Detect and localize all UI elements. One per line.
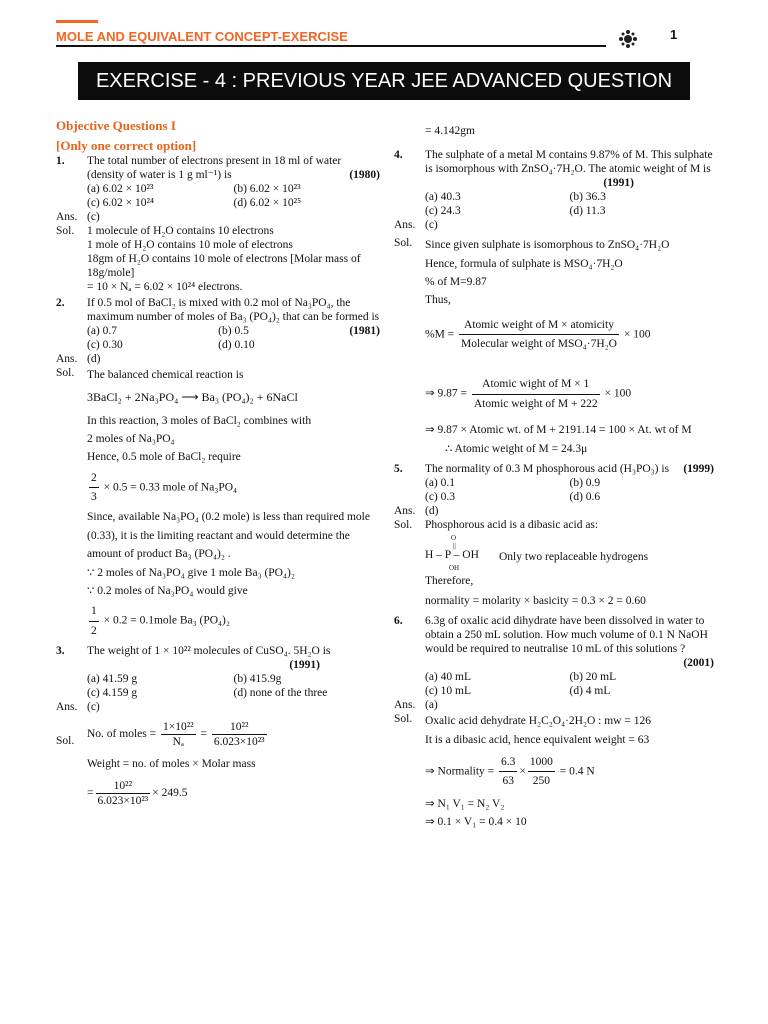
question-number: 1.: [56, 154, 65, 167]
section-subtitle: [Only one correct option]: [56, 137, 197, 153]
question-1: [56, 154, 380, 182]
answer: [56, 352, 380, 366]
question-4: [394, 148, 714, 190]
question-year: (1981): [349, 324, 380, 337]
question-number: 3.: [56, 645, 65, 658]
solution: [56, 366, 380, 640]
sol-line: Therefore,: [425, 575, 474, 588]
fraction-line: $\frac{2}{3}$ × 0.5 = 0.33 mole of Na₃PO₄: [87, 469, 380, 507]
fraction: $\frac{1}{2}$: [89, 602, 99, 640]
solution: [394, 518, 714, 532]
sol-line: ⇒ 9.87 × Atomic wt. of M + 2191.14 = 100 × At. wt of M: [425, 424, 692, 437]
question-number: 5.: [394, 463, 403, 476]
fraction: $\frac{\text{1×10²²}}{\text{Nₐ}}$: [162, 721, 194, 749]
sol-label: Sol.: [56, 224, 75, 237]
answer: [394, 218, 714, 232]
question-5: [394, 462, 714, 476]
ans-value: (c): [87, 701, 100, 714]
sol-line: ∵ 2 moles of Na₃PO₄ give 1 mole Ba₃ (PO₄)₂: [87, 566, 295, 579]
question-year: (1999): [683, 463, 714, 476]
sol-line: Oxalic acid dehydrate H₂C₂O₄·2H₂O : mw = 126: [425, 715, 651, 728]
sol-line: ∵ 0.2 moles of Na₃PO₄ would give: [87, 585, 248, 598]
normality-equation: normality = molarity × basicity = 0.3 × 2 = 0.60: [425, 595, 646, 608]
sol-label: Sol.: [394, 519, 413, 532]
question-text: 6.3g of oxalic acid dihydrate have been dissolved in water to obtain a 250 mL solution. How much volume of 0.1 N NaOH would be required to neutralise 10 mL of this solutions ?: [425, 615, 708, 656]
continued-result: = 4.142gm: [425, 125, 475, 137]
question-6: [394, 614, 714, 670]
option-a: (a) 0.1: [425, 477, 456, 490]
question-number: 2.: [56, 296, 65, 309]
option-c: (c) 6.02 × 10²⁴: [87, 196, 154, 209]
question-text: If 0.5 mol of BaCl₂ is mixed with 0.2 mol of Na₃PO₄, the maximum number of moles of Ba₃ (PO₄)₂ that can be formed is: [87, 296, 380, 323]
weight-equation: = $\frac{\text{10²²}}{\text{6.023×10²³}}$ × 249.5: [87, 780, 188, 808]
sol-line: It is a dibasic acid, hence equivalent weight = 63: [425, 733, 650, 746]
fraction: $\frac{6.3}{63}$: [499, 753, 517, 791]
options: [56, 672, 380, 700]
option-d: (d) 0.10: [218, 338, 255, 351]
answer: [394, 698, 714, 712]
fraction: $\frac{\text{10²²}}{\text{6.023×10²³}}$: [97, 780, 149, 808]
right-column: [394, 118, 714, 832]
sol-line: = 10 × Nₐ = 6.02 × 10²⁴ electrons.: [87, 280, 243, 293]
ans-label: Ans.: [56, 210, 78, 223]
ans-label: Ans.: [56, 352, 78, 365]
sol-line: Hence, 0.5 mole of BaCl₂ require: [87, 451, 241, 464]
option-b: (b) 6.02 × 10²³: [233, 182, 301, 195]
fraction: $\frac{\text{Atomic weight of M × atomicity}}{\text{Molecular weight of MSO₄·7H₂O}}$: [459, 316, 619, 354]
sol-line: 1 mole of H₂O contains 10 mole of electrons: [87, 238, 293, 251]
sol-label: Sol.: [394, 713, 413, 726]
left-column: [56, 118, 380, 808]
option-b: (b) 36.3: [569, 191, 606, 204]
ans-value: (a): [425, 699, 438, 712]
question-year: (1980): [349, 168, 380, 181]
question-year: (2001): [683, 657, 714, 670]
option-a: (a) 40.3: [425, 191, 461, 204]
sol-line: 18gm of H₂O contains 10 mole of electrons [Molar mass of 18g/mole]: [87, 252, 361, 279]
sol-line: In this reaction, 3 moles of BaCl₂ combines with: [87, 414, 312, 427]
fraction: $\frac{1000}{250}$: [528, 753, 555, 791]
option-b: (b) 415.9g: [233, 673, 282, 686]
ans-label: Ans.: [394, 219, 416, 232]
question-text: The sulphate of a metal M contains 9.87% of M. This sulphate is isomorphous with ZnSO₄·7H₂O. The atomic weight of M is: [425, 149, 713, 176]
sol-line: 1 molecule of H₂O contains 10 electrons: [87, 224, 274, 237]
option-c: (c) 0.3: [425, 491, 456, 504]
sol-line: ⇒ N₁ V₁ = N₂ V₂: [425, 797, 505, 810]
options: [394, 476, 714, 504]
question-3: [56, 644, 380, 672]
fraction: $\frac{\text{10²²}}{\text{6.023×10²³}}$: [213, 721, 265, 749]
sol-line: Since given sulphate is isomorphous to ZnSO₄·7H₂O: [425, 239, 670, 252]
ans-label: Ans.: [394, 505, 416, 518]
page-number: 1: [670, 27, 678, 42]
sol-line: % of M=9.87: [425, 275, 487, 288]
question-text: The normality of 0.3 M phosphorous acid (H₃PO₃) is: [425, 463, 670, 476]
options: [394, 190, 714, 218]
option-b: (b) 20 mL: [569, 671, 617, 684]
answer: [56, 700, 380, 714]
option-a: (a) 6.02 × 10²³: [87, 182, 154, 195]
answer: [394, 504, 714, 518]
option-c: (c) 4.159 g: [87, 687, 138, 700]
sol-line: Thus,: [425, 294, 451, 307]
option-a: (a) 41.59 g: [87, 673, 138, 686]
ornament-icon: [618, 29, 638, 49]
question-text: The total number of electrons present in 18 ml of water (density of water is 1 g ml⁻¹) is: [87, 154, 342, 181]
moles-equation: No. of moles = $\frac{\text{1×10²²}}{\text{Nₐ}}$ = $\frac{\text{10²²}}{\text{6.023×10²³}}$: [87, 721, 265, 749]
percent-equation: %M = $\frac{\text{Atomic weight of M × atomicity}}{\text{Molecular weight of MSO₄·7H₂O}}$ × 100: [425, 316, 714, 354]
option-a: (a) 40 mL: [425, 671, 471, 684]
ans-value: (d): [87, 352, 101, 365]
sol-line: ∴ Atomic weight of M = 24.3μ: [445, 442, 588, 455]
options: [394, 670, 714, 698]
sol-line: Phosphorous acid is a dibasic acid as:: [425, 519, 599, 532]
option-b: (b) 0.9: [569, 477, 601, 490]
option-c: (c) 0.30: [87, 338, 123, 351]
solution: [394, 236, 714, 458]
question-number: 4.: [394, 149, 403, 162]
sol-line: ⇒ 0.1 × V₁ = 0.4 × 10: [425, 816, 527, 829]
sol-line: 2 moles of Na₃PO₄: [87, 432, 175, 445]
header-rule: [56, 45, 606, 47]
question-text: The weight of 1 × 10²² molecules of CuSO₄. 5H₂O is: [87, 645, 331, 658]
options: [56, 324, 349, 352]
option-a: (a) 0.7: [87, 324, 118, 337]
fraction: $\frac{\text{Atomic wight of M × 1}}{\text{Atomic weight of M + 222}}$: [472, 375, 600, 413]
question-year: (1991): [603, 177, 634, 190]
option-d: (d) 4 mL: [569, 685, 611, 698]
option-d: (d) 6.02 × 10²⁵: [233, 196, 302, 209]
ans-label: Ans.: [394, 699, 416, 712]
question-number: 6.: [394, 615, 403, 628]
substitution-equation: ⇒ 9.87 = $\frac{\text{Atomic wight of M × 1}}{\text{Atomic weight of M + 222}}$ × 100: [425, 375, 714, 413]
fraction: $\frac{2}{3}$: [89, 469, 99, 507]
sol-line: Weight = no. of moles × Molar mass: [87, 758, 256, 771]
page-header: [56, 20, 696, 56]
sol-label: Sol.: [56, 735, 75, 748]
solution: [56, 720, 380, 808]
options: [56, 182, 380, 210]
sol-label: Sol.: [394, 237, 413, 250]
header-accent-bar: [56, 20, 98, 23]
option-d: (d) 11.3: [569, 205, 606, 218]
header-title: MOLE AND EQUIVALENT CONCEPT-EXERCISE: [56, 29, 348, 44]
reaction-equation: 3BaCl₂ + 2Na₃PO₄ ⟶ Ba₃ (PO₄)₂ + 6NaCl: [87, 390, 298, 405]
solution: [394, 712, 714, 831]
question-year: (1991): [289, 659, 320, 672]
sol-line: The balanced chemical reaction is: [87, 368, 244, 381]
option-b: (b) 0.5: [218, 324, 249, 337]
solution: [56, 224, 380, 294]
normality-calc: ⇒ Normality = $\frac{6.3}{63}$ × $\frac{1000}{250}$ = 0.4 N: [425, 753, 714, 791]
sol-label: Sol.: [56, 366, 75, 379]
option-d: (d) none of the three: [233, 687, 328, 700]
option-c: (c) 10 mL: [425, 685, 471, 698]
option-d: (d) 0.6: [569, 491, 601, 504]
sol-paragraph: Since, available Na₃PO₄ (0.2 mole) is less than required mole (0.33), it is the limiting reactant and would determine the amount of product Ba₃ (PO₄)₂ .: [87, 511, 370, 561]
sol-line: Hence, formula of sulphate is MSO₄·7H₂O: [425, 257, 623, 270]
answer: [56, 210, 380, 224]
option-c: (c) 24.3: [425, 205, 461, 218]
section-title: Objective Questions I: [56, 118, 176, 133]
ans-value: (d): [425, 505, 439, 518]
ans-value: (c): [425, 219, 438, 232]
phosphorous-acid-structure: O || H – P – OH OH Only two replaceable hydrogens: [425, 534, 649, 573]
fraction-line: $\frac{1}{2}$ × 0.2 = 0.1mole Ba₃ (PO₄)₂: [87, 602, 380, 640]
exercise-banner: EXERCISE - 4 : PREVIOUS YEAR JEE ADVANCED QUESTION: [78, 62, 690, 100]
ans-value: (c): [87, 210, 100, 223]
ans-label: Ans.: [56, 701, 78, 714]
